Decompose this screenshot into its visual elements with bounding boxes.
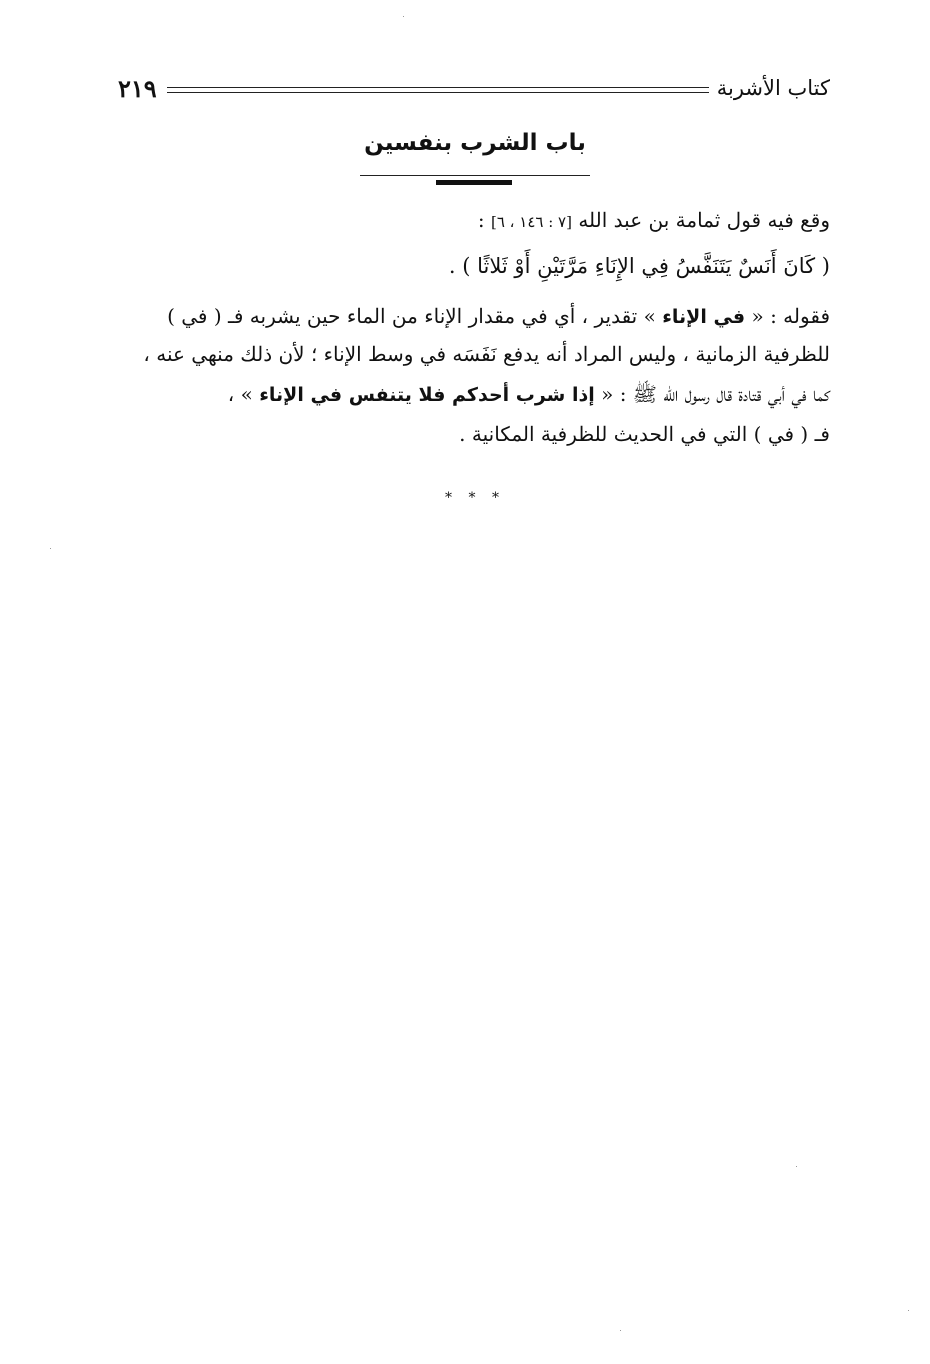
hadith-quote: ( كَانَ أَنَسٌ يَتَنَفَّسُ فِي الإِنَاءِ مَرَّتَيْنِ أَوْ ثَلاثًا ) . — [448, 254, 830, 278]
header-book-title: كتاب الأشربة — [716, 76, 830, 100]
volume-reference: [٧ : ١٤٦ ، ٦] — [490, 213, 572, 231]
body-line-3 — [167, 300, 830, 333]
body-line-1 — [478, 204, 830, 238]
body-line-5 — [228, 378, 830, 411]
line5-bold-hadith: إذا شرب أحدكم فلا يتنفس في الإناء — [259, 384, 595, 406]
page-number: ٢١٩ — [118, 73, 157, 103]
title-underline-bar — [436, 180, 512, 185]
header-rule — [167, 87, 709, 93]
line5-start: كما في أبي قتادة قال رسول الله ﷺ : « — [594, 382, 830, 406]
line3-start: فقوله : « — [745, 304, 830, 328]
line3-bold-phrase: في الإناء — [662, 306, 746, 328]
section-separator: * * * — [445, 490, 505, 506]
title-underline — [360, 175, 590, 176]
body-line-4: للظرفية الزمانية ، وليس المراد أنه يدفع نَفَسَه في وسط الإناء ؛ لأن ذلك منهي عنه ، — [143, 342, 830, 366]
running-header — [118, 72, 830, 104]
line1-text: وقع فيه قول ثمامة بن عبد الله — [571, 208, 830, 232]
chapter-title: باب الشرب بنفسين — [364, 130, 586, 156]
line5-end: » ، — [227, 382, 260, 406]
line3-rest: » تقدير ، أي في مقدار الإناء من الماء حين يشربه فـ ( في ) — [167, 304, 663, 328]
body-line-6: فـ ( في ) التي في الحديث للظرفية المكانية . — [459, 422, 830, 446]
line1-end: : — [477, 208, 491, 232]
